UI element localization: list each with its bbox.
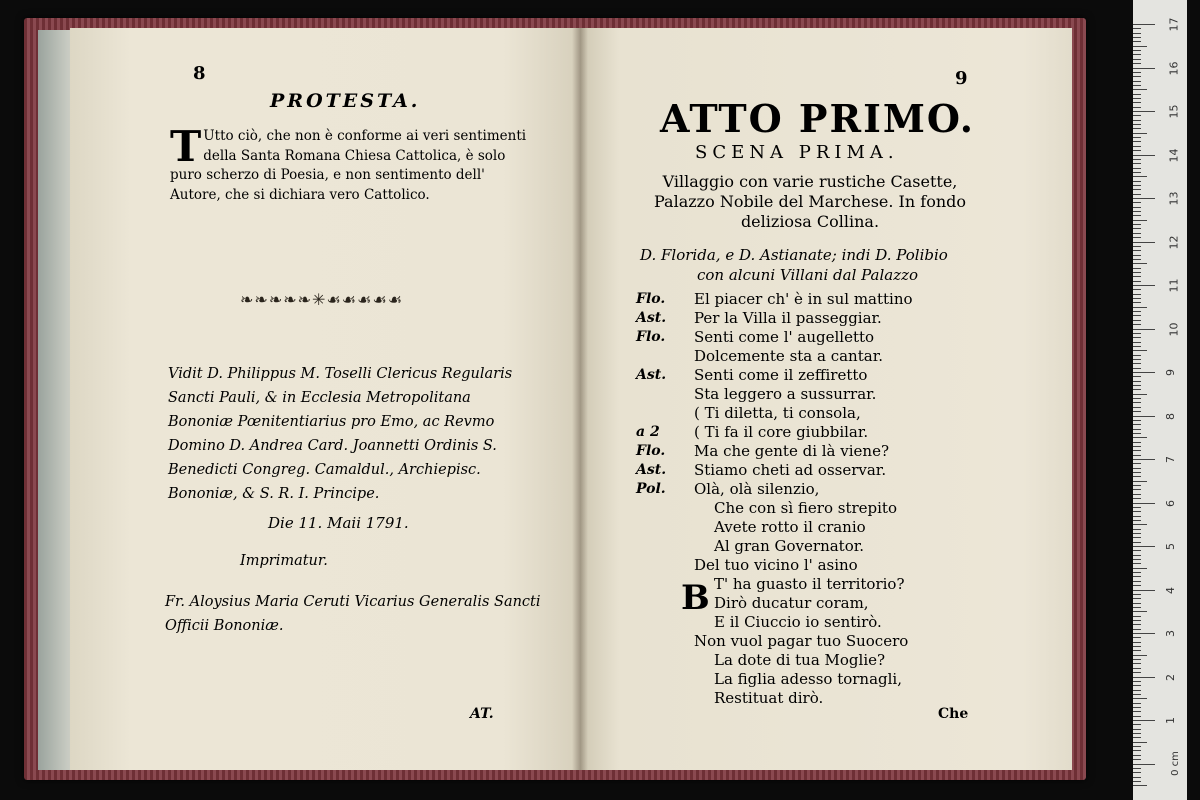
verse-line: [636, 537, 1026, 556]
ruler-tick: [1133, 537, 1141, 538]
ruler-tick: [1133, 437, 1147, 438]
ruler-tick: [1133, 272, 1141, 273]
ruler-tick: [1133, 563, 1141, 564]
ruler-tick: [1133, 298, 1141, 299]
ruler-tick: [1133, 750, 1141, 751]
ruler-tick: [1133, 720, 1155, 721]
verse-line: [636, 442, 1026, 461]
ruler-tick: [1133, 202, 1141, 203]
right-catchword: Che: [938, 706, 969, 722]
verse-line: [636, 651, 1026, 670]
verse-text: La dote di tua Moglie?: [714, 651, 886, 669]
act-title: ATTO PRIMO.: [660, 96, 976, 141]
verse-line: [636, 632, 1026, 651]
ruler-tick: [1133, 50, 1141, 51]
ruler-tick: [1133, 542, 1141, 543]
ruler-tick: [1133, 411, 1141, 412]
ruler-tick: [1133, 442, 1141, 443]
verse-line: [636, 518, 1026, 537]
ruler-tick: [1133, 172, 1141, 173]
ruler-tick: [1133, 355, 1141, 356]
verse-line: [636, 328, 1026, 347]
ruler-tick: [1133, 433, 1141, 434]
verse-text: Dolcemente sta a cantar.: [694, 347, 883, 365]
ruler-tick: [1133, 268, 1141, 269]
verse-text: ( Ti diletta, ti consola,: [694, 404, 861, 422]
ruler-tick: [1133, 28, 1141, 29]
ruler-tick: [1133, 598, 1141, 599]
ruler-tick: [1133, 546, 1155, 547]
ruler-tick: [1133, 111, 1155, 112]
ruler-tick: [1133, 285, 1155, 286]
ruler-tick: [1133, 228, 1141, 229]
ruler-tick: [1133, 128, 1141, 129]
ruler-tick: [1133, 520, 1141, 521]
protesta-text-block: [170, 122, 530, 205]
ruler-tick: [1133, 302, 1141, 303]
ruler-tick: [1133, 694, 1141, 695]
verse-line: [636, 613, 1026, 632]
verse-line: [636, 290, 1026, 309]
ruler-tick: [1133, 372, 1155, 373]
verse-text: Avete rotto il cranio: [714, 518, 866, 536]
verse-line: [636, 670, 1026, 689]
ruler-tick: [1133, 76, 1141, 77]
left-page-number: 8: [193, 63, 206, 84]
signatory-line: Fr. Aloysius Maria Ceruti Vicarius Generalis Sancti Officii Bononiæ.: [165, 594, 541, 634]
speaker-label: Pol.: [636, 481, 666, 497]
speaker-label: Ast.: [636, 367, 667, 383]
ornament-divider: ❧❧❧❧❧✳☙☙☙☙☙: [240, 290, 404, 309]
ruler-tick: [1133, 233, 1141, 234]
ruler-tick: [1133, 677, 1155, 678]
ruler-tick: [1133, 68, 1155, 69]
ruler-tick: [1133, 650, 1141, 651]
verse-text: Senti come l' augelletto: [694, 328, 875, 346]
ruler-tick: [1133, 581, 1141, 582]
verse-line: [636, 366, 1026, 385]
speaker-label: Ast.: [636, 310, 667, 326]
verse-text: Dirò ducatur coram,: [714, 594, 869, 612]
ruler-tick: [1133, 224, 1141, 225]
ruler-number: 16: [1167, 61, 1181, 75]
ruler-tick: [1133, 215, 1141, 216]
ruler-tick: [1133, 289, 1141, 290]
ruler-number: 11: [1167, 278, 1181, 293]
verse-line: [636, 461, 1026, 480]
verse-text: Per la Villa il passeggiar.: [694, 309, 882, 327]
ruler-tick: [1133, 81, 1141, 82]
ruler-number: 14: [1167, 148, 1181, 162]
ruler-number: 5: [1164, 543, 1177, 550]
ruler-tick: [1133, 63, 1141, 64]
ruler-tick: [1133, 611, 1147, 612]
ruler-tick: [1133, 168, 1141, 169]
ruler-number: 2: [1164, 673, 1177, 681]
ruler-tick: [1133, 363, 1141, 364]
ruler-tick: [1133, 485, 1141, 486]
book-gutter: [572, 28, 588, 770]
ruler-tick: [1133, 742, 1147, 743]
verse-text: Che con sì fiero strepito: [714, 499, 897, 517]
ruler-tick: [1133, 633, 1155, 634]
ruler-number: 9: [1164, 369, 1177, 376]
ruler-tick: [1133, 494, 1141, 495]
protesta-text: Utto ciò, che non è conforme ai veri sentimenti della Santa Romana Chiesa Cattolica, è solo puro scherzo di Poesia, e non sentimento dell' Autore, che si dichiara vero Cattolico.: [170, 128, 527, 203]
ruler-tick: [1133, 259, 1141, 260]
ruler-tick: [1133, 603, 1141, 604]
ruler-tick: [1133, 733, 1141, 734]
ruler-tick: [1133, 729, 1141, 730]
ruler-tick: [1133, 681, 1141, 682]
verse-line: [636, 499, 1026, 518]
ruler-tick: [1133, 342, 1141, 343]
ruler-tick: [1133, 555, 1141, 556]
ruler-tick: [1133, 655, 1147, 656]
ruler-tick: [1133, 616, 1141, 617]
ruler-number: 10: [1167, 322, 1181, 336]
ruler-number: 13: [1167, 191, 1181, 206]
ruler-tick: [1133, 54, 1141, 55]
speaker-label: Ast.: [636, 462, 667, 478]
ruler-tick: [1133, 533, 1141, 534]
ruler-tick: [1133, 429, 1141, 430]
ruler-tick: [1133, 489, 1141, 490]
ruler-tick: [1133, 311, 1141, 312]
ruler-tick: [1133, 207, 1141, 208]
ruler-tick: [1133, 211, 1141, 212]
ruler-tick: [1133, 459, 1155, 460]
ruler-tick: [1133, 250, 1141, 251]
ruler-tick: [1133, 590, 1155, 591]
ruler-tick: [1133, 220, 1147, 221]
ruler-tick: [1133, 624, 1141, 625]
ruler-tick: [1133, 37, 1141, 38]
ruler-tick: [1133, 141, 1141, 142]
ruler-tick: [1133, 407, 1141, 408]
ruler-tick: [1133, 481, 1147, 482]
ruler-tick: [1133, 359, 1141, 360]
ruler-tick: [1133, 376, 1141, 377]
ruler-tick: [1133, 281, 1141, 282]
ruler-tick: [1133, 663, 1141, 664]
ruler-tick: [1133, 711, 1141, 712]
ruler-tick: [1133, 307, 1147, 308]
ruler-tick: [1133, 133, 1147, 134]
verse-text: Restituat dirò.: [714, 689, 824, 707]
ruler-tick: [1133, 159, 1141, 160]
ruler-tick: [1133, 263, 1147, 264]
ruler-tick: [1133, 620, 1141, 621]
ruler-tick: [1133, 389, 1141, 390]
ruler-tick: [1133, 72, 1141, 73]
ruler-tick: [1133, 585, 1141, 586]
ruler-tick: [1133, 642, 1141, 643]
ruler-tick: [1133, 690, 1141, 691]
ruler-tick: [1133, 781, 1141, 782]
ruler-tick: [1133, 46, 1147, 47]
verse-text: Ma che gente di là viene?: [694, 442, 889, 460]
verse-text: El piacer ch' è in sul mattino: [694, 290, 913, 308]
ruler-tick: [1133, 381, 1141, 382]
protesta-title: PROTESTA.: [270, 90, 421, 112]
verse-text: Stiamo cheti ad osservar.: [694, 461, 887, 479]
ruler-tick: [1133, 102, 1141, 103]
ruler-tick: [1133, 659, 1141, 660]
ruler-tick: [1133, 333, 1141, 334]
ruler-tick: [1133, 24, 1155, 25]
ruler-tick: [1133, 181, 1141, 182]
ruler-tick: [1133, 189, 1141, 190]
verse-line: [636, 423, 1026, 442]
ruler-tick: [1133, 755, 1141, 756]
ruler-tick: [1133, 764, 1155, 765]
verse-line: [636, 385, 1026, 404]
ruler-tick: [1133, 198, 1155, 199]
speaker-label: Flo.: [636, 443, 666, 459]
ruler-tick: [1133, 498, 1141, 499]
ruler-tick: [1133, 724, 1141, 725]
ruler-tick: [1133, 94, 1141, 95]
verse-line: [636, 480, 1026, 499]
ruler-tick: [1133, 255, 1141, 256]
ruler-tick: [1133, 524, 1147, 525]
ruler-tick: [1133, 276, 1141, 277]
ruler-tick: [1133, 455, 1141, 456]
ruler-tick: [1133, 450, 1141, 451]
verse-line: [636, 309, 1026, 328]
ruler-tick: [1133, 315, 1141, 316]
verse-text: La figlia adesso tornagli,: [714, 670, 902, 688]
verse-line: [636, 404, 1026, 423]
verse-block: [636, 290, 1026, 708]
ruler-tick: [1133, 176, 1147, 177]
ruler-tick: [1133, 320, 1141, 321]
ruler-tick: [1133, 398, 1141, 399]
ruler-tick: [1133, 163, 1141, 164]
ruler-tick: [1133, 420, 1141, 421]
ruler-tick: [1133, 85, 1141, 86]
ruler-tick: [1133, 424, 1141, 425]
ruler-tick: [1133, 576, 1141, 577]
ruler-tick: [1133, 446, 1141, 447]
ruler-tick: [1133, 607, 1141, 608]
ruler-tick: [1133, 668, 1141, 669]
verse-line: [636, 556, 1026, 575]
ruler-tick: [1133, 246, 1141, 247]
ruler-tick: [1133, 346, 1141, 347]
characters-line: D. Florida, e D. Astianate; indi D. Polibio: [640, 246, 948, 264]
ruler-tick: [1133, 155, 1155, 156]
speaker-label: Flo.: [636, 291, 666, 307]
ruler-tick: [1133, 559, 1141, 560]
vidit-text: Vidit D. Philippus M. Toselli Clericus Regularis Sancti Pauli, & in Ecclesia Metropolitana Bononiæ Pœnitentiarius pro Emo, ac Revmo Domino D. Andrea Card. Joannetti Ordinis S. Benedicti Congreg. Camaldul., Archiepisc. Bononiæ, & S. R. I. Principe.: [168, 366, 513, 502]
ruler-tick: [1133, 646, 1141, 647]
verse-line: [636, 575, 1026, 594]
ruler-tick: [1133, 394, 1147, 395]
ruler-tick: [1133, 637, 1141, 638]
ruler-tick: [1133, 194, 1141, 195]
characters-line: con alcuni Villani dal Palazzo: [697, 266, 919, 284]
ruler-number: 12: [1167, 235, 1181, 249]
right-page-number: 9: [955, 68, 968, 89]
ruler-tick: [1133, 107, 1141, 108]
ruler-tick: [1133, 89, 1147, 90]
ruler-tick: [1133, 463, 1141, 464]
ruler-tick: [1133, 115, 1141, 116]
ruler-number: 3: [1164, 630, 1177, 637]
ruler-tick: [1133, 716, 1141, 717]
drop-cap: T: [170, 122, 202, 171]
ruler-tick: [1133, 324, 1141, 325]
ruler-tick: [1133, 629, 1141, 630]
verse-text: Senti come il zeffiretto: [694, 366, 868, 384]
ruler-tick: [1133, 698, 1147, 699]
ruler-number: 7: [1164, 456, 1177, 463]
ruler-number: 15: [1167, 104, 1181, 119]
ruler-tick: [1133, 785, 1147, 786]
ruler-tick: [1133, 476, 1141, 477]
ruler-number: 6: [1164, 499, 1177, 507]
ruler-tick: [1133, 41, 1141, 42]
ruler-tick: [1133, 707, 1141, 708]
verse-text: Olà, olà silenzio,: [694, 480, 820, 498]
ruler-tick: [1133, 772, 1141, 773]
ruler-tick: [1133, 737, 1141, 738]
ruler-tick: [1133, 33, 1141, 34]
imprimatur-line: Imprimatur.: [240, 553, 328, 569]
ruler-tick: [1133, 472, 1141, 473]
speaker-label: a 2: [636, 424, 660, 440]
ruler-tick: [1133, 98, 1141, 99]
ruler-tick: [1133, 294, 1141, 295]
ruler-tick: [1133, 185, 1141, 186]
ruler-tick: [1133, 368, 1141, 369]
ruler-tick: [1133, 150, 1141, 151]
ruler-tick: [1133, 511, 1141, 512]
ruler-unit-label: 0 cm: [1169, 751, 1181, 776]
scene-title: SCENA PRIMA.: [695, 142, 899, 163]
ruler-tick: [1133, 672, 1141, 673]
date-line: Die 11. Maii 1791.: [268, 514, 409, 532]
verse-text: Sta leggero a sussurrar.: [694, 385, 877, 403]
verse-text: E il Ciuccio io sentirò.: [714, 613, 882, 631]
ruler-tick: [1133, 237, 1141, 238]
ruler-tick: [1133, 529, 1141, 530]
verse-text: T' ha guasto il territorio?: [714, 575, 905, 593]
ruler-tick: [1133, 507, 1141, 508]
ruler-tick: [1133, 416, 1155, 417]
ruler-tick: [1133, 468, 1141, 469]
ruler-tick: [1133, 503, 1155, 504]
ruler-tick: [1133, 777, 1141, 778]
ruler-tick: [1133, 746, 1141, 747]
verse-text: Del tuo vicino l' asino: [694, 556, 858, 574]
ruler-tick: [1133, 550, 1141, 551]
measuring-ruler: [1133, 0, 1187, 800]
ruler-tick: [1133, 59, 1141, 60]
verse-line: [636, 594, 1026, 613]
ruler-tick: [1133, 572, 1141, 573]
ruler-tick: [1133, 685, 1141, 686]
ruler-tick: [1133, 350, 1147, 351]
verse-text: Al gran Governator.: [714, 537, 865, 555]
verse-text: ( Ti fa il core giubbilar.: [694, 423, 869, 441]
ruler-number: 4: [1164, 586, 1177, 594]
ruler-tick: [1133, 703, 1141, 704]
ruler-number: 8: [1164, 412, 1177, 420]
ruler-tick: [1133, 568, 1147, 569]
ruler-tick: [1133, 146, 1141, 147]
ruler-tick: [1133, 759, 1141, 760]
ruler-tick: [1133, 120, 1141, 121]
scene-setting: Villaggio con varie rustiche Casette, Palazzo Nobile del Marchese. In fondo deliziosa Collina.: [654, 172, 966, 231]
verse-text: Non vuol pagar tuo Suocero: [694, 632, 909, 650]
ruler-tick: [1133, 337, 1141, 338]
ruler-tick: [1133, 594, 1141, 595]
ruler-number: 17: [1167, 17, 1181, 32]
ruler-tick: [1133, 124, 1141, 125]
big-initial: B: [681, 578, 710, 618]
ruler-tick: [1133, 329, 1155, 330]
speaker-label: Flo.: [636, 329, 666, 345]
ruler-tick: [1133, 516, 1141, 517]
ruler-tick: [1133, 242, 1155, 243]
ruler-tick: [1133, 768, 1141, 769]
characters-block: [640, 245, 1000, 285]
left-catchword: AT.: [470, 706, 494, 722]
ruler-tick: [1133, 385, 1141, 386]
ruler-tick: [1133, 137, 1141, 138]
ruler-number: 1: [1164, 717, 1177, 724]
verse-line: [636, 347, 1026, 366]
ruler-tick: [1133, 402, 1141, 403]
